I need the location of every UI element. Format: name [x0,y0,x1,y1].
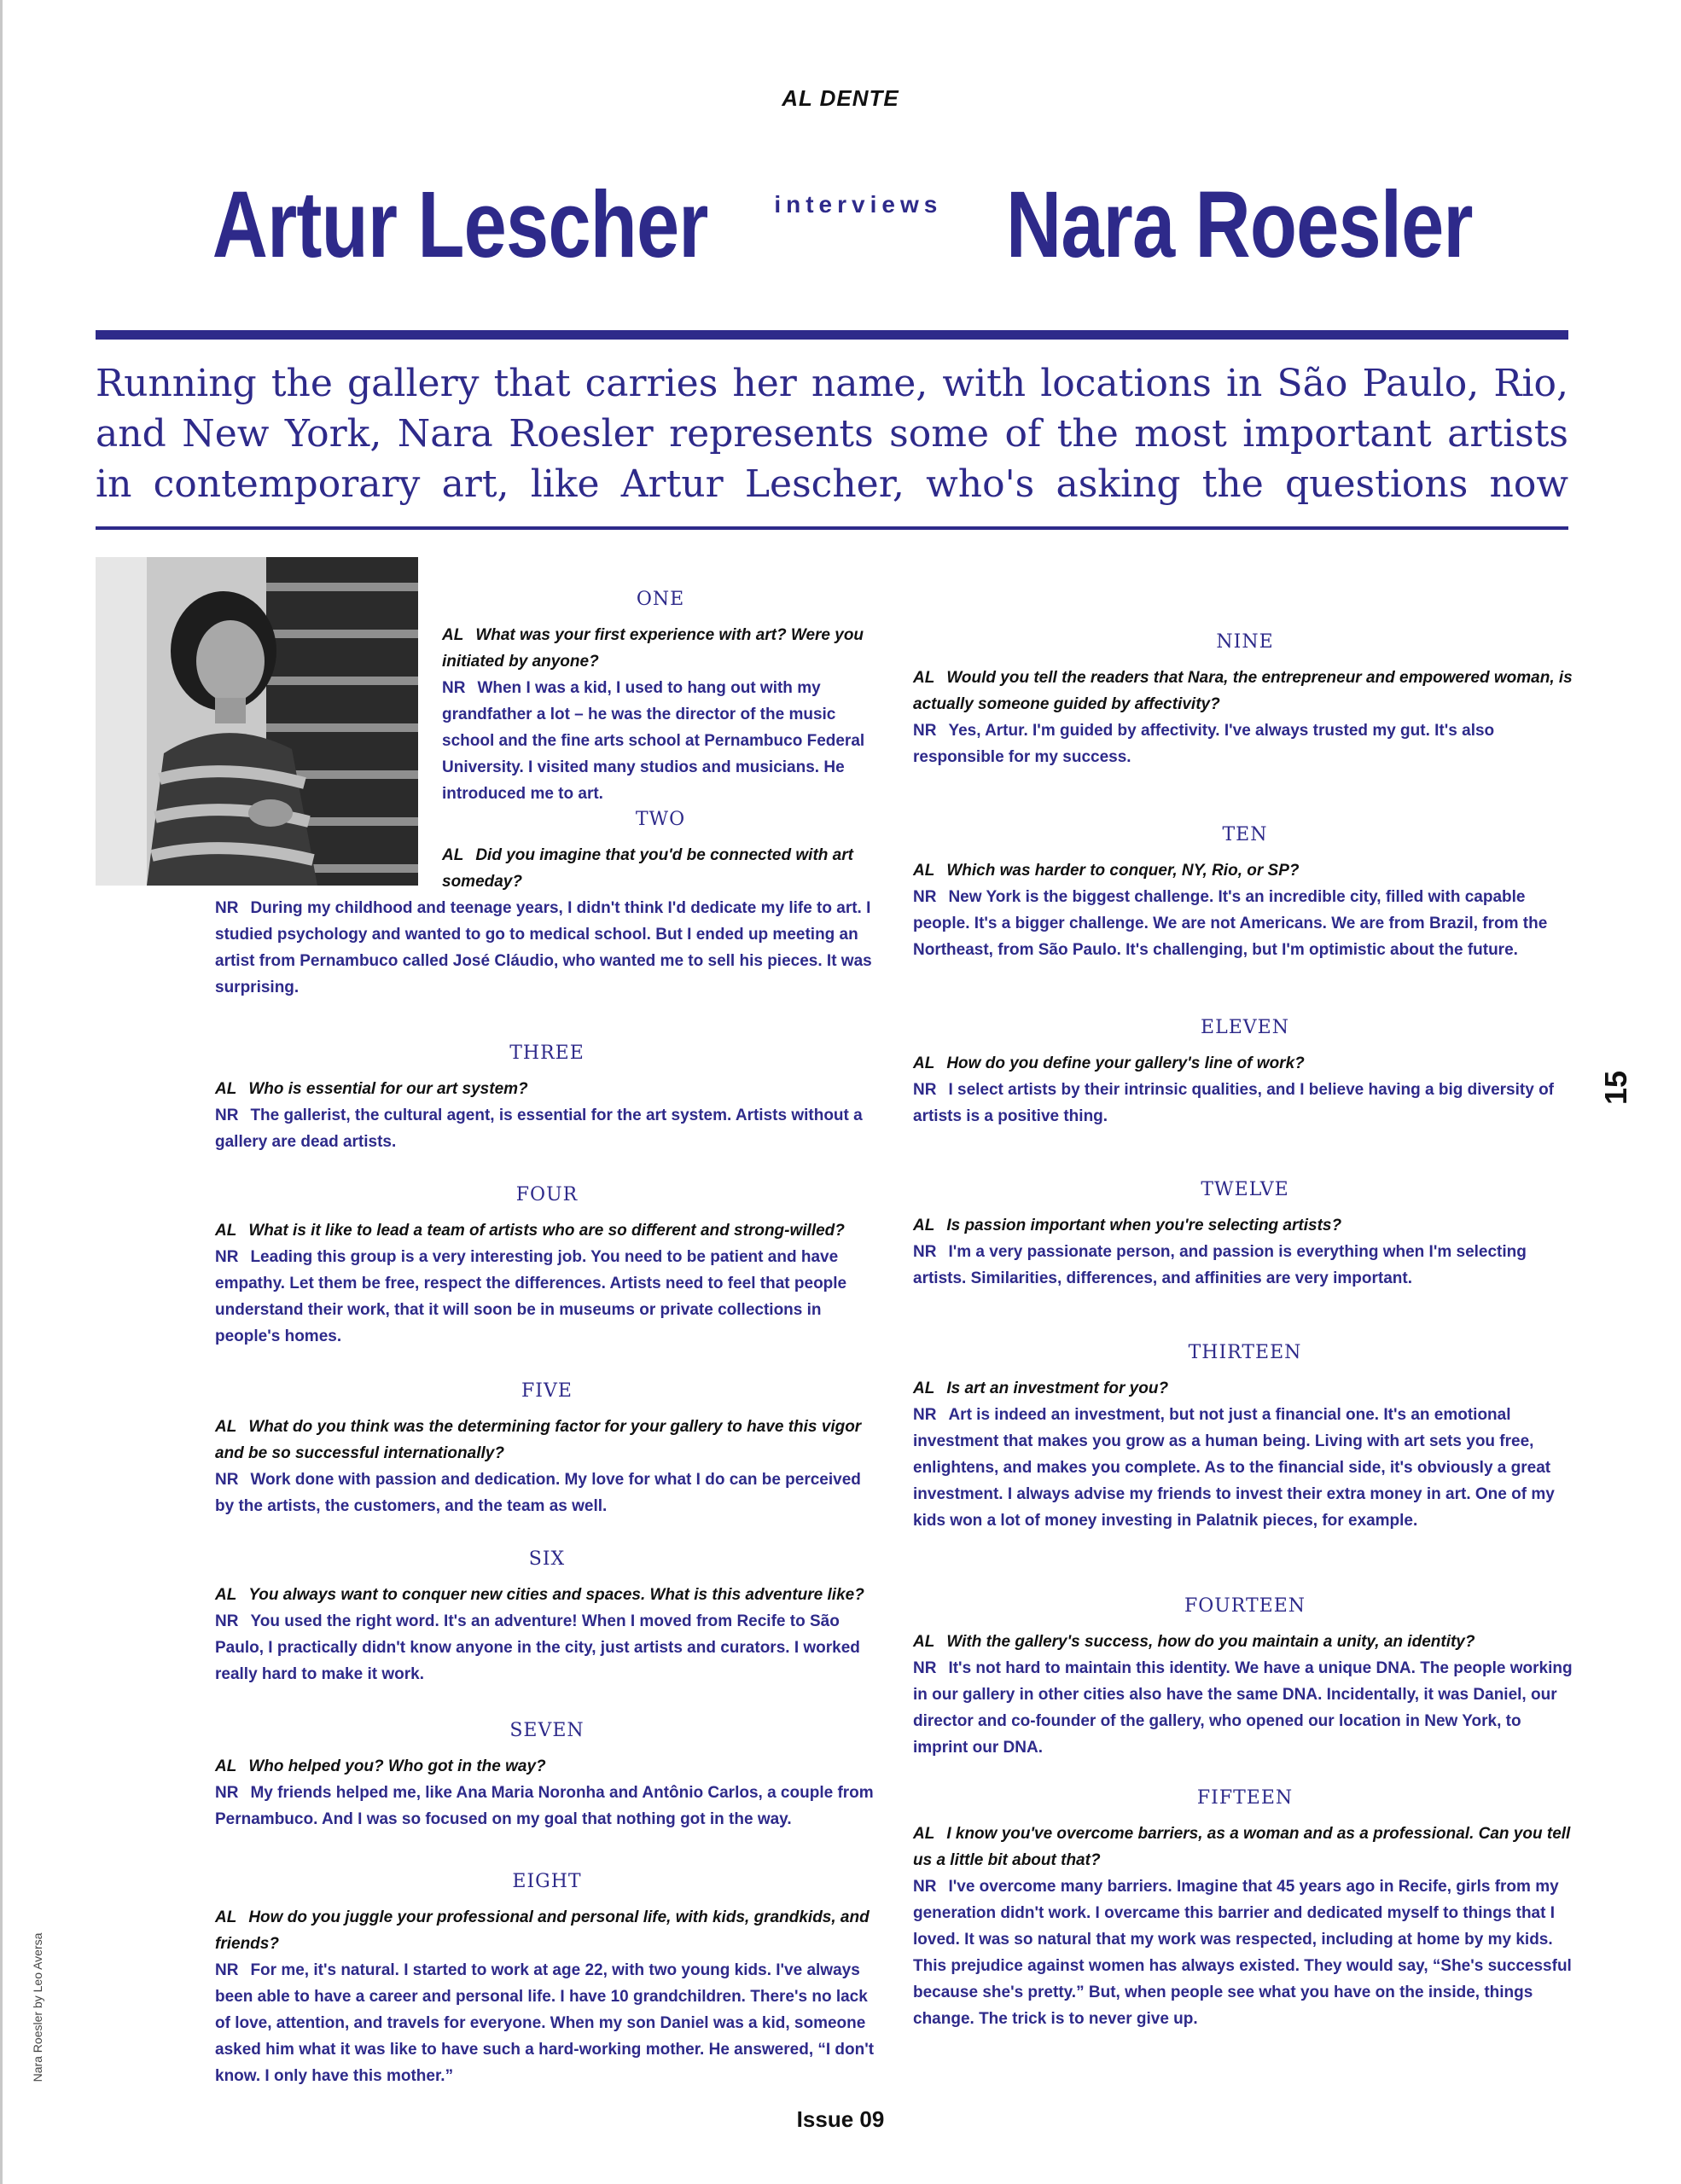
answer-text: For me, it's natural. I started to work at age 22, with two young kids. I've always been able to have a career and personal life. I have 10 grandchildren. There's no lack of love, attention, and travels for everyone. When my son Daniel was a kid, someone asked him what it was like to have such a hard-working mother. He answered, “I don't know. I only have this mother.” [215,1961,875,2085]
qa-three [215,1043,879,1155]
answer-text: Art is indeed an investment, but not just a financial one. It's an emotional investment that makes you grow as a human being. Living with art sets you free, enlightens, and makes you complete. As to the financial side, it's obviously a great investment. I always advise my friends to invest their extra money in art. One of my kids won a lot of money investing in Palatnik pieces, for example. [913,1406,1555,1530]
answer [442,675,879,807]
question-text: Would you tell the readers that Nara, the entrepreneur and empowered woman, is actually someone guided by affectivity? [913,669,1573,713]
interviewee-tag: NR [913,1878,937,1896]
qa-ten [913,824,1577,963]
interviewee-tag: NR [913,888,937,906]
question [913,665,1577,717]
question [913,1212,1577,1239]
interviewer-tag: AL [913,1633,935,1651]
answer [913,1239,1577,1292]
answer [215,1244,879,1350]
question [215,842,879,895]
question-number: FIFTEEN [1196,1787,1294,1809]
question [215,1076,879,1102]
issue-label: Issue 09 [796,2106,885,2132]
question-text: What was your first experience with art? Were you initiated by anyone? [442,626,864,671]
question-text: Who helped you? Who got in the way? [248,1757,546,1775]
question-text: How do you define your gallery's line of work? [946,1054,1305,1072]
interviewee-tag: NR [913,1406,937,1424]
answer-text: During my childhood and teenage years, I didn't think I'd dedicate my life to art. I studied psychology and wanted to go to medical school. But I ended up meeting an artist from Pernambuco called José Cláudio, who wanted me to sell his pieces. It was surprising. [215,899,872,996]
question [215,1753,879,1780]
interviewee-tag: NR [442,679,466,697]
interviewee-tag: NR [215,1784,239,1802]
question-text: Is art an investment for you? [946,1380,1169,1397]
qa-six [215,1548,879,1687]
interviewer-tag: AL [913,1054,935,1072]
lede-paragraph: Running the gallery that carries her name, with locations in São Paulo, Rio, and New York, Nara Roesler represents some of the most important artists in contemporary art, like Artur Lescher, who's asking the questions now [96,362,1568,506]
interviewee-tag: NR [215,1248,239,1266]
question-number: TWO [635,809,686,830]
interviewer-tag: AL [215,1757,237,1775]
question-number: THREE [509,1043,585,1064]
question [215,1582,879,1608]
answer [215,1102,879,1155]
question-number: THIRTEEN [1188,1342,1302,1363]
page-number: 15 [1598,1070,1633,1106]
interviewee-tag: NR [215,1961,239,1979]
headline-connector: interviews [774,191,943,218]
question-number: TEN [1222,824,1268,845]
answer-text: Work done with passion and dedication. My love for what I do can be perceived by the artists, the customers, and the team as well. [215,1471,861,1515]
question [913,1375,1577,1402]
interviewer-tag: AL [913,1380,935,1397]
interviewee-tag: NR [215,1612,239,1630]
answer [215,1608,879,1687]
question [215,1904,879,1957]
photo-credit: Nara Roesler by Leo Aversa [31,1932,44,2082]
question [215,1414,879,1467]
qa-two [215,809,879,1001]
answer [913,1655,1577,1761]
question-text: Who is essential for our art system? [248,1080,528,1098]
question-text: I know you've overcome barriers, as a woman and as a professional. Can you tell us a little bit about that? [913,1825,1571,1869]
interviewee-tag: NR [215,899,239,917]
qa-twelve [913,1179,1577,1292]
answer [913,1873,1577,2032]
interviewee-tag: NR [913,722,937,740]
page-edge [0,0,3,2184]
answer [913,1402,1577,1534]
qa-one [442,589,879,807]
answer-text: The gallerist, the cultural agent, is essential for the art system. Artists without a gallery are dead artists. [215,1107,863,1151]
interviewee-tag: NR [913,1659,937,1677]
question [215,1217,879,1244]
interviewer-tag: AL [215,1586,237,1604]
answer [913,717,1577,770]
answer-text: Yes, Artur. I'm guided by affectivity. I've always trusted my gut. It's also responsible for my success. [913,722,1495,766]
question [913,1821,1577,1873]
section-label: AL DENTE [782,85,899,111]
interviewee-name: Nara Roesler [1005,172,1473,277]
qa-eleven [913,1017,1577,1130]
qa-fifteen [913,1787,1577,2032]
question-text: You always want to conquer new cities and spaces. What is this adventure like? [248,1586,864,1604]
question-number: NINE [1216,631,1274,653]
question-text: Did you imagine that you'd be connected with art someday? [442,846,853,891]
qa-eight [215,1871,879,2089]
answer-text: You used the right word. It's an adventure! When I moved from Recife to São Paulo, I practically didn't know anyone in the city, just artists and curators. I worked really hard to make it work. [215,1612,860,1683]
answer-text: When I was a kid, I used to hang out with my grandfather a lot – he was the director of the music school and the fine arts school at Pernambuco Federal University. I visited many studios and musicians. He introduced me to art. [442,679,865,803]
question-number: FOURTEEN [1184,1595,1306,1617]
answer [913,1077,1577,1130]
interviewer-tag: AL [442,846,464,864]
interviewee-tag: NR [215,1471,239,1489]
answer [215,1467,879,1519]
lede-rule [96,526,1568,530]
question-number: ONE [636,589,685,610]
qa-thirteen [913,1342,1577,1534]
interviewer-tag: AL [913,862,935,880]
answer-text: My friends helped me, like Ana Maria Noronha and Antônio Carlos, a couple from Pernambuco. And I was so focused on my goal that nothing got in the way. [215,1784,874,1828]
answer-text: It's not hard to maintain this identity. We have a unique DNA. The people working in our gallery in other cities also have the same DNA. Incidentally, it was Daniel, our director and co-founder of the gallery, who opened our location in New York, to imprint our DNA. [913,1659,1573,1757]
qa-four [215,1184,879,1350]
interviewee-tag: NR [215,1107,239,1124]
question-number: EIGHT [512,1871,582,1892]
question-text: Which was harder to conquer, NY, Rio, or SP? [946,862,1300,880]
headline [0,171,1681,279]
question-text: With the gallery's success, how do you maintain a unity, an identity? [946,1633,1475,1651]
question-number: FOUR [515,1184,579,1205]
question-number: FIVE [521,1380,573,1402]
answer-text: I'm a very passionate person, and passion is everything when I'm selecting artists. Similarities, differences, and affinities are very important. [913,1243,1527,1287]
question-text: How do you juggle your professional and personal life, with kids, grandkids, and friends? [215,1908,870,1953]
question-number: ELEVEN [1201,1017,1289,1038]
answer [215,895,879,1001]
answer-text: New York is the biggest challenge. It's an incredible city, filled with capable people. It's a bigger challenge. We are not Americans. We are from Brazil, from the Northeast, from São Paulo. It's challenging, but I'm optimistic about the future. [913,888,1548,959]
interviewer-tag: AL [913,669,935,687]
interviewer-tag: AL [442,626,464,644]
question-number: SIX [528,1548,566,1570]
interviewer-name: Artur Lescher [212,172,708,277]
interviewer-tag: AL [913,1217,935,1234]
qa-five [215,1380,879,1519]
question [913,1629,1577,1655]
answer-text: I select artists by their intrinsic qualities, and I believe having a big diversity of artists is a positive thing. [913,1081,1555,1125]
qa-nine [913,631,1577,770]
interviewer-tag: AL [215,1222,237,1240]
question [913,1050,1577,1077]
interviewee-tag: NR [913,1081,937,1099]
question-text: What is it like to lead a team of artists who are so different and strong-willed? [248,1222,845,1240]
question-text: Is passion important when you're selecting artists? [946,1217,1342,1234]
question [442,622,879,675]
answer [215,1780,879,1833]
question-number: TWELVE [1201,1179,1289,1200]
answer-text: Leading this group is a very interesting job. You need to be patient and have empathy. Let them be free, respect the differences. Artists need to feel that people understand their work, that it will soon be in museums or private collections in people's homes. [215,1248,847,1345]
interviewer-tag: AL [215,1418,237,1436]
answer [913,884,1577,963]
question-number: SEVEN [509,1720,585,1741]
interviewer-tag: AL [215,1908,237,1926]
answer-text: I've overcome many barriers. Imagine that 45 years ago in Recife, girls from my generation didn't work. I overcame this barrier and dedicated myself to things that I loved. It was so natural that my work was respected, including at home by my kids. This prejudice against women has always existed. They would say, “She's successful because she's pretty.” But, when people see what you have on the inside, things change. The trick is to never give up. [913,1878,1572,2028]
headline-rule [96,330,1568,340]
interviewee-tag: NR [913,1243,937,1261]
interviewer-tag: AL [215,1080,237,1098]
interviewer-tag: AL [913,1825,935,1843]
answer [215,1957,879,2089]
question-text: What do you think was the determining factor for your gallery to have this vigor and be so successful internationally? [215,1418,862,1462]
qa-seven [215,1720,879,1833]
qa-fourteen [913,1595,1577,1761]
question [913,857,1577,884]
